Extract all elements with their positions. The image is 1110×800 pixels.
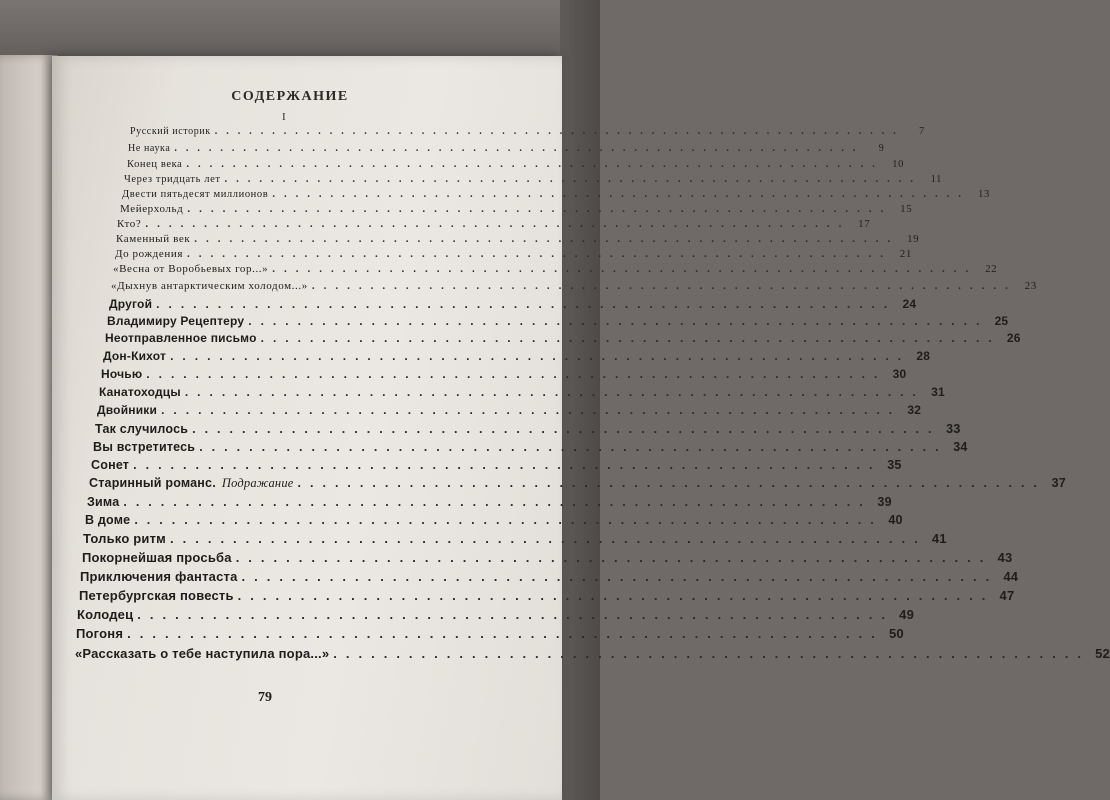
toc-entry-page-number: 52 [1095, 646, 1110, 661]
toc-entry [120, 203, 913, 215]
toc-entry-title: Каменный век [116, 233, 191, 245]
toc-entry-title: Сонет [91, 457, 130, 472]
page-heading: СОДЕРЖАНИЕ [231, 89, 349, 104]
toc-entry-title: Через тридцать лет [124, 173, 221, 185]
toc-entry-page-number: 49 [899, 607, 915, 622]
toc-entry-page-number: 39 [877, 494, 892, 509]
toc-entry [101, 367, 907, 381]
toc-entry-title: Владимиру Рецептеру [107, 314, 245, 328]
toc-entry-page-number: 17 [858, 218, 871, 230]
dot-leader: ............................................................ [170, 349, 911, 363]
toc-entry-title: Вы встретитесь [93, 439, 196, 454]
dot-leader: ............................................................ [156, 297, 897, 311]
toc-entry [77, 607, 915, 622]
toc-entry-page-number: 41 [931, 531, 947, 546]
toc-entry [85, 512, 903, 527]
toc-entry [115, 248, 912, 260]
toc-entry [127, 158, 904, 170]
toc-entry-page-number: 15 [900, 203, 913, 215]
toc-entry-page-number: 9 [878, 143, 885, 154]
toc-entry-page-number: 34 [953, 439, 968, 454]
toc-entry-page-number: 26 [1006, 331, 1021, 345]
toc-entry-page-number: 25 [994, 314, 1009, 328]
toc-entry-page-number: 13 [978, 188, 990, 200]
dot-leader: ............................................................ [272, 263, 978, 275]
dot-leader: ............................................................ [134, 512, 883, 527]
dot-leader: ............................................................ [187, 248, 892, 260]
dot-leader: ............................................................ [224, 173, 923, 185]
section-number: I [282, 111, 286, 123]
toc-entry-title: Петербургская повесть [79, 588, 234, 603]
toc-entry-title: Канатоходцы [99, 385, 181, 399]
dot-leader: ............................................................ [333, 646, 1090, 661]
toc-entry-page-number: 24 [902, 297, 917, 311]
toc-entry [117, 218, 871, 230]
toc-entry-title: «Рассказать о тебе наступила пора...» [75, 646, 330, 661]
dot-leader: ............................................................ [272, 188, 970, 200]
toc-entry-page-number: 32 [907, 403, 922, 417]
dot-leader: ............................................................ [123, 494, 872, 509]
toc-entry-title: Двести пятьдесят миллионов [122, 188, 269, 200]
toc-entry-title: Двойники [97, 403, 158, 417]
toc-entry-title: Так случилось [95, 421, 189, 436]
dot-leader: ............................................................ [241, 569, 999, 584]
toc-entry-page-number: 35 [887, 457, 902, 472]
toc-entry-title: Покорнейшая просьба [82, 550, 232, 565]
toc-entry [79, 588, 1015, 603]
dot-leader: ............................................................ [127, 626, 884, 641]
toc-entry-page-number: 21 [899, 248, 912, 260]
toc-entry [91, 457, 902, 472]
toc-entry-title: До рождения [115, 248, 183, 260]
toc-entry-title: Ночью [101, 367, 143, 381]
toc-entry-page-number: 11 [930, 173, 943, 185]
dot-leader: ............................................................ [235, 550, 993, 565]
toc-entry-page-number: 44 [1003, 569, 1019, 584]
toc-entry-title: Зима [87, 494, 120, 509]
dot-leader: ............................................................ [311, 280, 1017, 292]
toc-entry [93, 439, 968, 454]
toc-entry-title: Погоня [76, 626, 124, 641]
dot-leader: ............................................................ [192, 421, 941, 436]
dot-leader: ............................................................ [133, 457, 882, 472]
toc-entry [105, 331, 1021, 345]
toc-entry [80, 569, 1019, 584]
toc-entry-page-number: 10 [892, 158, 904, 170]
toc-entry [103, 349, 931, 363]
toc-entry-title: Не наука [128, 143, 171, 154]
toc-entry-title: Другой [109, 297, 153, 311]
toc-entry [89, 475, 1066, 491]
dot-leader: ............................................................ [137, 607, 895, 622]
toc-entry-title: «Дыхнув антарктическим холодом...» [111, 280, 308, 292]
dot-leader: ............................................................ [145, 218, 851, 230]
toc-entry-page-number: 43 [997, 550, 1013, 565]
toc-entry-title: Неотправленное письмо [105, 331, 257, 345]
toc-entry-title: Только ритм [83, 531, 166, 546]
toc-entry [116, 233, 920, 245]
toc-entry-page-number: 40 [888, 512, 903, 527]
toc-entry [109, 297, 917, 311]
toc-entry [124, 173, 943, 185]
toc-entry-page-number: 37 [1051, 475, 1066, 490]
dot-leader: ............................................................ [174, 143, 865, 154]
toc-entry [113, 263, 998, 275]
toc-entry-page-number: 31 [931, 385, 945, 399]
toc-entry-title: Дон-Кихот [103, 349, 167, 363]
dot-leader: ............................................................ [248, 314, 989, 328]
toc-entry [95, 421, 961, 436]
dot-leader: ............................................................ [214, 126, 905, 137]
page-folio: 79 [258, 690, 272, 705]
toc-entry [87, 494, 892, 509]
toc-entry [99, 385, 945, 399]
toc-entry [111, 280, 1037, 292]
toc-entry-page-number: 23 [1024, 280, 1037, 292]
toc-entry [76, 626, 904, 641]
toc-entry-page-number: 47 [999, 588, 1015, 603]
dot-leader: ............................................................ [146, 367, 887, 381]
toc-entry-page-number: 7 [919, 126, 925, 137]
toc-entry [130, 126, 925, 137]
dot-leader: ............................................................ [184, 385, 925, 399]
toc-entry-page-number: 50 [888, 626, 904, 641]
toc-entry-title: Конец века [127, 158, 183, 170]
toc-entry-title: Приключения фантаста [80, 569, 238, 584]
dot-leader: ............................................................ [186, 158, 884, 170]
toc-entry-title: Русский историк [130, 126, 211, 137]
toc-entry [83, 531, 947, 546]
toc-entry [128, 143, 885, 154]
toc-entry-title: В доме [85, 512, 131, 527]
dot-leader: ............................................................ [237, 588, 995, 603]
toc-entry-page-number: 22 [985, 263, 998, 275]
dot-leader: ............................................................ [161, 403, 902, 417]
toc-entry-title: Мейерхольд [120, 203, 184, 215]
toc-entry [75, 646, 1110, 661]
dot-leader: ............................................................ [194, 233, 900, 245]
toc-entry [82, 550, 1013, 565]
dot-leader: ............................................................ [297, 475, 1046, 490]
toc-entry-title: Колодец [77, 607, 134, 622]
dot-leader: ............................................................ [170, 531, 927, 546]
dot-leader: ............................................................ [187, 203, 893, 215]
toc-entry-title: «Весна от Воробьевых гор...» [113, 263, 269, 275]
toc-entry-title: Кто? [117, 218, 142, 230]
toc-entry [97, 403, 922, 417]
dot-leader: ............................................................ [199, 439, 948, 454]
toc-entry-page-number: 28 [916, 349, 931, 363]
toc-entry [122, 188, 990, 200]
toc-entry [107, 314, 1009, 328]
toc-entry-page-number: 30 [892, 367, 907, 381]
toc-entry-subtitle: Подражание [221, 475, 294, 490]
toc-entry-title: Старинный романс. [89, 475, 216, 490]
dot-leader: ............................................................ [260, 331, 1001, 345]
toc-entry-page-number: 33 [946, 421, 961, 436]
toc-entry-page-number: 19 [907, 233, 920, 245]
